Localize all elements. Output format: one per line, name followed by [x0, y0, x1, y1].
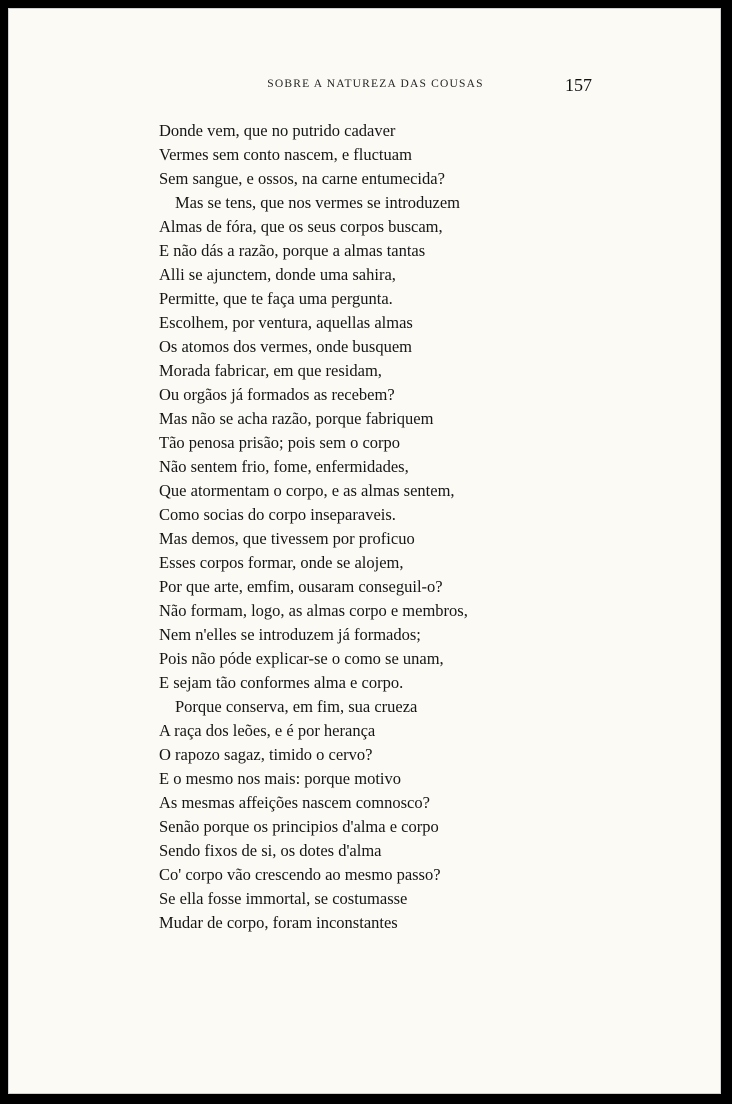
poem-line: Almas de fóra, que os seus corpos buscam,: [159, 217, 443, 236]
poem-line: Donde vem, que no putrido cadaver: [159, 121, 396, 140]
page-number: 157: [565, 75, 592, 95]
poem-line: Pois não póde explicar-se o como se unam,: [159, 649, 444, 668]
poem-line: Co' corpo vão crescendo ao mesmo passo?: [159, 865, 441, 884]
poem-line: Nem n'elles se introduzem já formados;: [159, 625, 421, 644]
poem-line: Porque conserva, em fim, sua crueza: [175, 697, 418, 716]
poem-line: Tão penosa prisão; pois sem o corpo: [159, 433, 401, 452]
poem-line: As mesmas affeições nascem comnosco?: [159, 793, 430, 812]
poem-line: Se ella fosse immortal, se costumasse: [159, 889, 408, 908]
poem-line: E sejam tão conformes alma e corpo.: [159, 673, 404, 692]
poem-line: E o mesmo nos mais: porque motivo: [159, 769, 401, 788]
running-title: SOBRE A NATUREZA DAS COUSAS: [267, 78, 484, 90]
poem-line: Não sentem frio, fome, enfermidades,: [159, 457, 409, 476]
poem-line: A raça dos leões, e é por herança: [159, 721, 376, 740]
poem-line: Ou orgãos já formados as recebem?: [159, 385, 395, 404]
poem-line: E não dás a razão, porque a almas tantas: [159, 241, 426, 260]
poem-line: Como socias do corpo inseparaveis.: [159, 505, 396, 524]
book-page: [8, 8, 721, 1094]
poem-line: Mudar de corpo, foram inconstantes: [159, 913, 398, 932]
poem-line: Os atomos dos vermes, onde busquem: [159, 337, 412, 356]
poem-line: Mas não se acha razão, porque fabriquem: [159, 409, 434, 428]
poem-line: Mas demos, que tivessem por proficuo: [159, 529, 415, 548]
poem-line: Que atormentam o corpo, e as almas sentem,: [159, 481, 455, 500]
poem-line: Esses corpos formar, onde se alojem,: [159, 553, 404, 572]
poem-line: Mas se tens, que nos vermes se introduzem: [175, 193, 461, 212]
poem-line: Por que arte, emfim, ousaram conseguil-o?: [159, 577, 443, 596]
poem-line: O rapozo sagaz, timido o cervo?: [159, 745, 373, 764]
poem-line: Senão porque os principios d'alma e corpo: [159, 817, 439, 836]
poem-line: Não formam, logo, as almas corpo e membros,: [159, 601, 468, 620]
poem-text: [159, 119, 468, 935]
poem-line: Vermes sem conto nascem, e fluctuam: [159, 145, 412, 164]
poem-line: Sem sangue, e ossos, na carne entumecida?: [159, 169, 445, 188]
poem-line: Permitte, que te faça uma pergunta.: [159, 289, 393, 308]
poem-line: Alli se ajunctem, donde uma sahira,: [159, 265, 396, 284]
poem-line: Escolhem, por ventura, aquellas almas: [159, 313, 413, 332]
poem-line: Morada fabricar, em que residam,: [159, 361, 382, 380]
poem-line: Sendo fixos de si, os dotes d'alma: [159, 841, 382, 860]
